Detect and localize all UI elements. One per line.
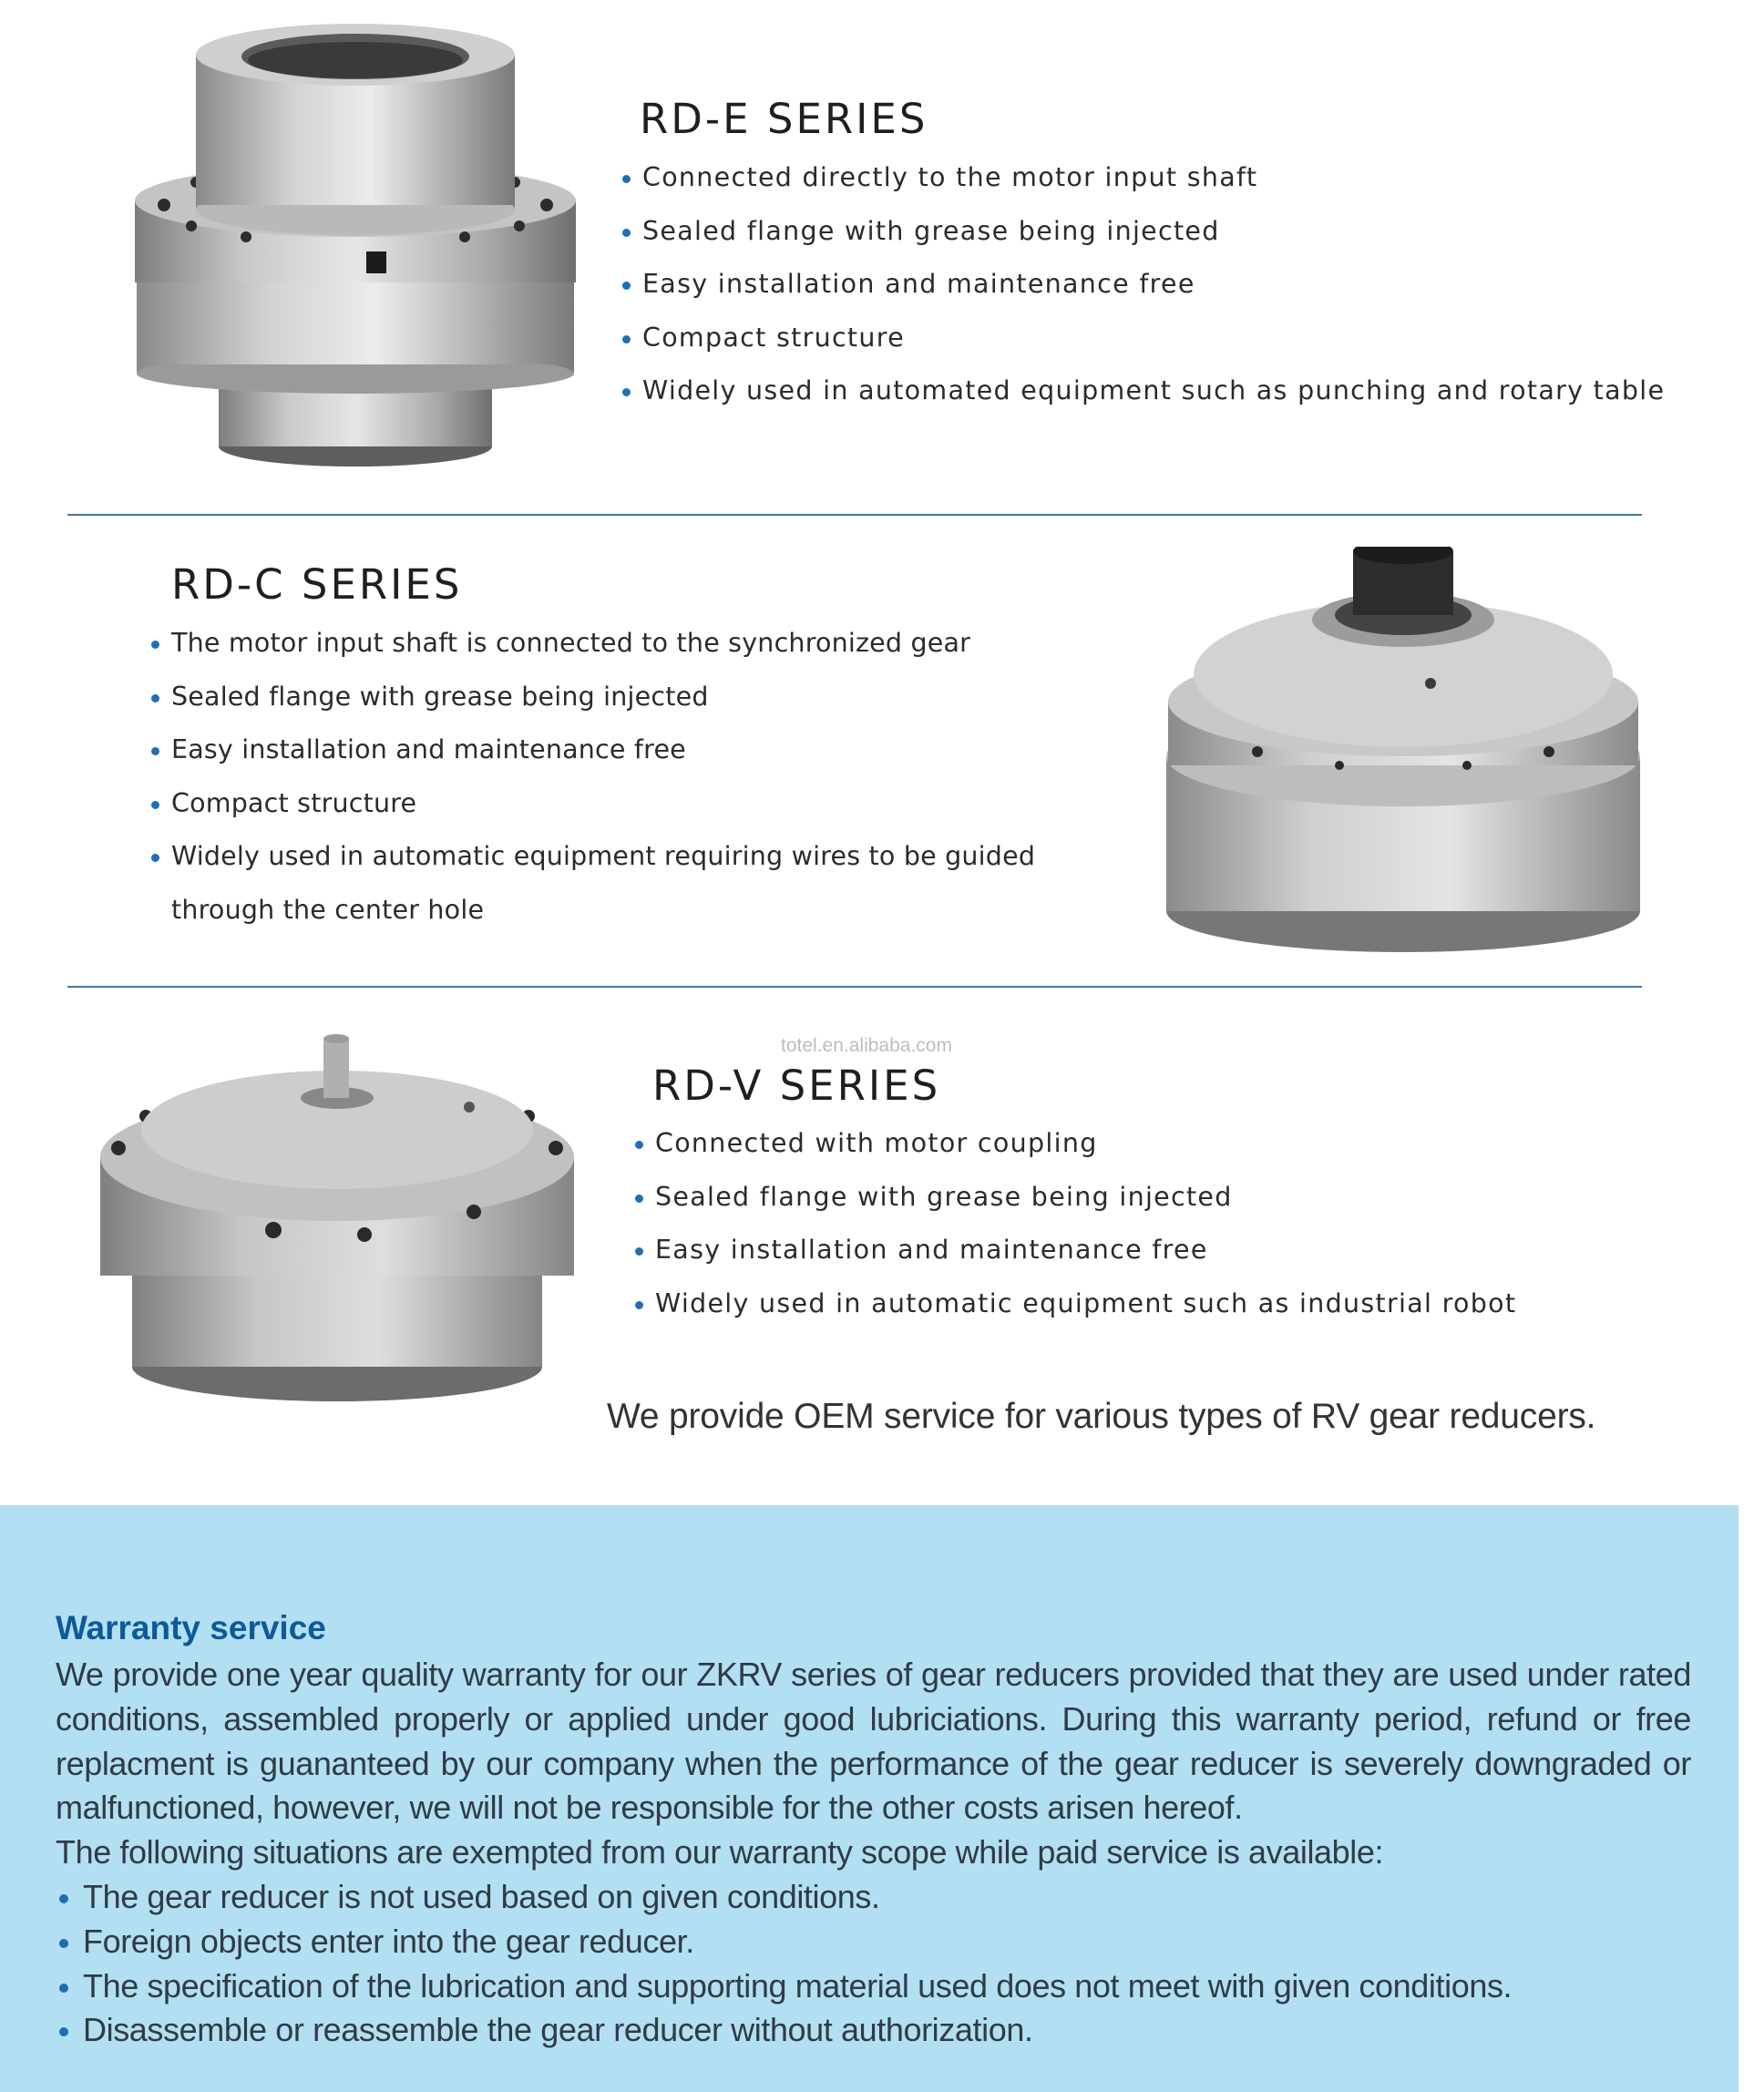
rd-c-series-title: RD-C SERIES	[171, 560, 463, 609]
rd-e-reducer-image	[128, 18, 583, 474]
list-item: Sealed flange with grease being injected	[622, 215, 1665, 269]
bullet-icon	[622, 335, 631, 344]
rd-c-feature-list	[151, 627, 1035, 948]
watermark: totel.en.alibaba.com	[781, 1035, 952, 1056]
rd-v-reducer-image	[91, 1030, 583, 1403]
warranty-paragraph: We provide one year quality warranty for our ZKRV series of gear reducers provided that they are used under rated conditions, assembled properly or applied under good lubriciations. During this warranty period, refund or free replacment is guananteed by our company when the performance of the gear reducer is severely downgraded or malfunctioned, however, we will not be responsible for the other costs arisen hereof.	[56, 1656, 1691, 1827]
warranty-title: Warranty service	[56, 1609, 326, 1646]
bullet-icon	[635, 1247, 643, 1256]
bullet-icon	[622, 282, 631, 290]
bullet-icon	[622, 229, 631, 237]
bullet-icon	[151, 801, 159, 809]
list-item: Widely used in automated equipment such as punching and rotary table	[622, 374, 1665, 428]
list-item: Easy installation and maintenance free	[622, 268, 1665, 322]
rd-v-series-title: RD-V SERIES	[652, 1061, 941, 1110]
list-item: Connected with motor coupling	[635, 1127, 1516, 1181]
list-item: The gear reducer is not used based on given conditions.	[56, 1875, 1512, 1920]
list-item: Foreign objects enter into the gear reducer.	[56, 1920, 1512, 1964]
bullet-icon	[151, 747, 159, 755]
list-item: Easy installation and maintenance free	[151, 733, 1035, 787]
list-item: Sealed flange with grease being injected	[635, 1181, 1516, 1235]
list-item: The specification of the lubrication and supporting material used does not meet with given conditions.	[56, 1964, 1512, 2009]
bullet-icon	[151, 694, 159, 702]
bullet-icon	[59, 1939, 68, 1948]
bullet-icon	[635, 1141, 643, 1149]
bullet-icon	[59, 2027, 68, 2036]
list-item: Connected directly to the motor input shaft	[622, 161, 1665, 215]
bullet-icon	[622, 388, 631, 396]
list-item: Compact structure	[622, 322, 1665, 375]
section-divider	[67, 514, 1642, 516]
bullet-icon	[635, 1301, 643, 1309]
rd-c-reducer-image	[1157, 547, 1649, 957]
bullet-icon	[622, 175, 631, 183]
list-item: Sealed flange with grease being injected	[151, 681, 1035, 734]
exemption-list	[56, 1875, 1512, 2053]
bullet-icon	[59, 1984, 68, 1993]
list-item: The motor input shaft is connected to the synchronized gear	[151, 627, 1035, 681]
bullet-icon	[151, 641, 159, 649]
list-item: Easy installation and maintenance free	[635, 1234, 1516, 1287]
rd-e-series-title: RD-E SERIES	[640, 95, 928, 143]
list-item: Disassemble or reassemble the gear reducer without authorization.	[56, 2008, 1512, 2053]
rd-e-feature-list	[622, 161, 1665, 428]
bullet-icon	[635, 1195, 643, 1203]
list-item: Widely used in automatic equipment requiring wires to be guided	[151, 840, 1035, 894]
bullet-icon	[151, 854, 159, 862]
bullet-icon	[59, 1894, 68, 1903]
list-item-continuation: through the center hole	[171, 894, 485, 925]
list-item: Widely used in automatic equipment such as industrial robot	[635, 1287, 1516, 1341]
list-item: Compact structure	[151, 787, 1035, 841]
section-divider	[67, 986, 1642, 988]
exemption-intro: The following situations are exempted from our warranty scope while paid service is available:	[56, 1833, 1384, 1871]
oem-service-line: We provide OEM service for various types of RV gear reducers.	[607, 1397, 1596, 1436]
rd-v-feature-list	[635, 1127, 1516, 1340]
